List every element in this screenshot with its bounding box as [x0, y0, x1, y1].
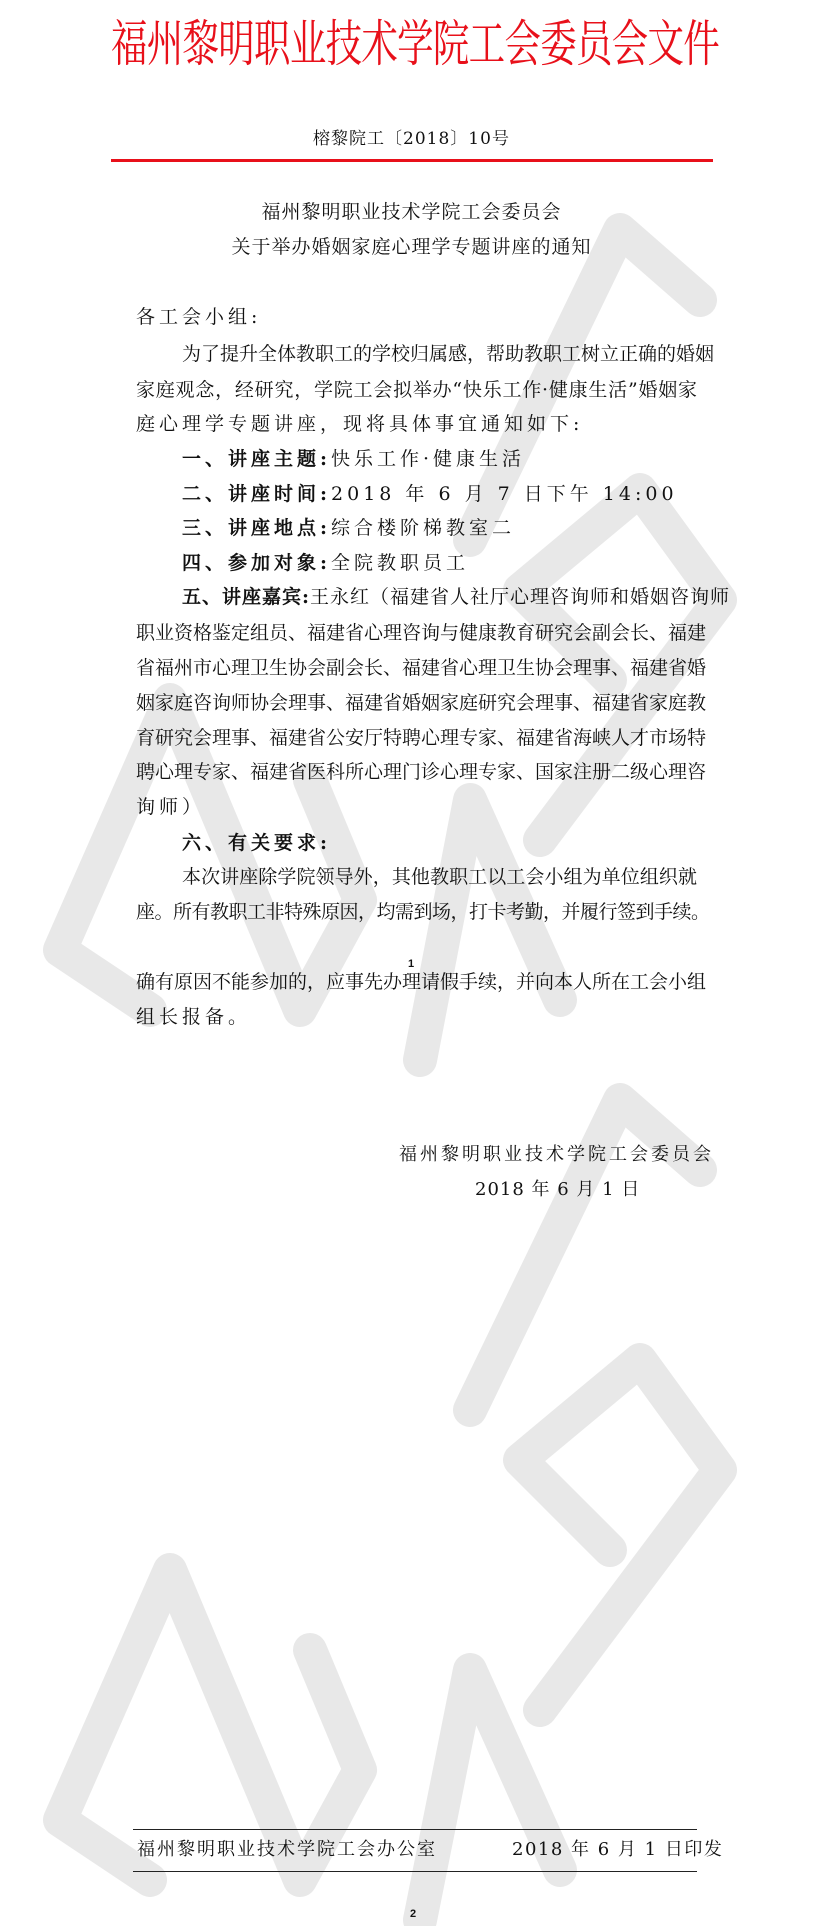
footer-top-rule [133, 1829, 697, 1830]
item-guest [182, 584, 731, 610]
item-label: 四、参加对象: [182, 552, 332, 574]
item-label: 五、讲座嘉宾: [182, 586, 311, 608]
guest-line: 职业资格鉴定组员、福建省心理咨询与健康教育研究会副会长、福建 [136, 622, 707, 644]
requirement-line: 本次讲座除学院领导外，其他教职工以工会小组为单位组织就 [182, 866, 697, 888]
signature-org: 福州黎明职业技术学院工会委员会 [399, 1144, 714, 1165]
salutation: 各工会小组: [136, 306, 262, 328]
item-label: 二、讲座时间: [182, 483, 332, 505]
guest-line: 姻家庭咨询师协会理事、福建省婚姻家庭研究会理事、福建省家庭教 [136, 692, 707, 714]
footer-print-date: 2018 年 6 月 1 日印发 [512, 1839, 724, 1860]
footer-office: 福州黎明职业技术学院工会办公室 [137, 1839, 437, 1860]
intro-line: 庭心理学专题讲座，现将具体事宜通知如下: [136, 413, 584, 435]
guest-line: 育研究会理事、福建省公安厅特聘心理专家、福建省海峡人才市场特 [136, 727, 707, 749]
item-time [182, 481, 697, 507]
watermark-bottom [60, 1100, 720, 1920]
requirement-line: 确有原因不能参加的，应事先办理请假手续，并向本人所在工会小组 [136, 971, 707, 993]
item-value: 全院教职员工 [331, 552, 470, 574]
document-red-header-title: 福州黎明职业技术学院工会委员会文件 [110, 15, 720, 73]
requirement-line: 座。所有教职工非特殊原因，均需到场，打卡考勤，并履行签到手续。 [136, 901, 710, 923]
item-value: 快乐工作·健康生活 [331, 448, 526, 470]
footer-bottom-rule [133, 1871, 697, 1872]
item-value: 综合楼阶梯教室二 [331, 517, 516, 539]
signature-date: 2018 年 6 月 1 日 [475, 1179, 641, 1200]
item-label: 一、讲座主题: [182, 448, 332, 470]
item-topic [182, 446, 697, 472]
page-number: 2 [410, 1908, 417, 1920]
page-number-marker: 1 [408, 958, 415, 970]
red-divider [111, 159, 713, 162]
requirement-line: 组长报备。 [136, 1006, 252, 1028]
item-value: 王永红（福建省人社厅心理咨询师和婚姻咨询师 [310, 586, 731, 608]
item-audience [182, 550, 697, 576]
guest-line: 聘心理专家、福建省医科所心理门诊心理专家、国家注册二级心理咨 [136, 761, 707, 783]
intro-line: 家庭观念，经研究，学院工会拟举办“快乐工作·健康生活”婚姻家 [136, 379, 697, 401]
guest-line: 省福州市心理卫生协会副会长、福建省心理卫生协会理事、福建省婚 [136, 657, 707, 679]
heading-issuer: 福州黎明职业技术学院工会委员会 [261, 201, 562, 223]
requirements-heading: 六、有关要求: [182, 832, 332, 854]
document-number: 榕黎院工〔2018〕10号 [313, 129, 510, 149]
item-value: 2018 年 6 月 7 日下午 14:00 [331, 483, 678, 505]
intro-line: 为了提升全体教职工的学校归属感，帮助教职工树立正确的婚姻 [182, 343, 715, 365]
item-location [182, 515, 697, 541]
item-label: 三、讲座地点: [182, 517, 332, 539]
guest-line: 询师） [136, 796, 206, 818]
requirements-label [182, 830, 697, 856]
heading-subject: 关于举办婚姻家庭心理学专题讲座的通知 [231, 236, 592, 258]
